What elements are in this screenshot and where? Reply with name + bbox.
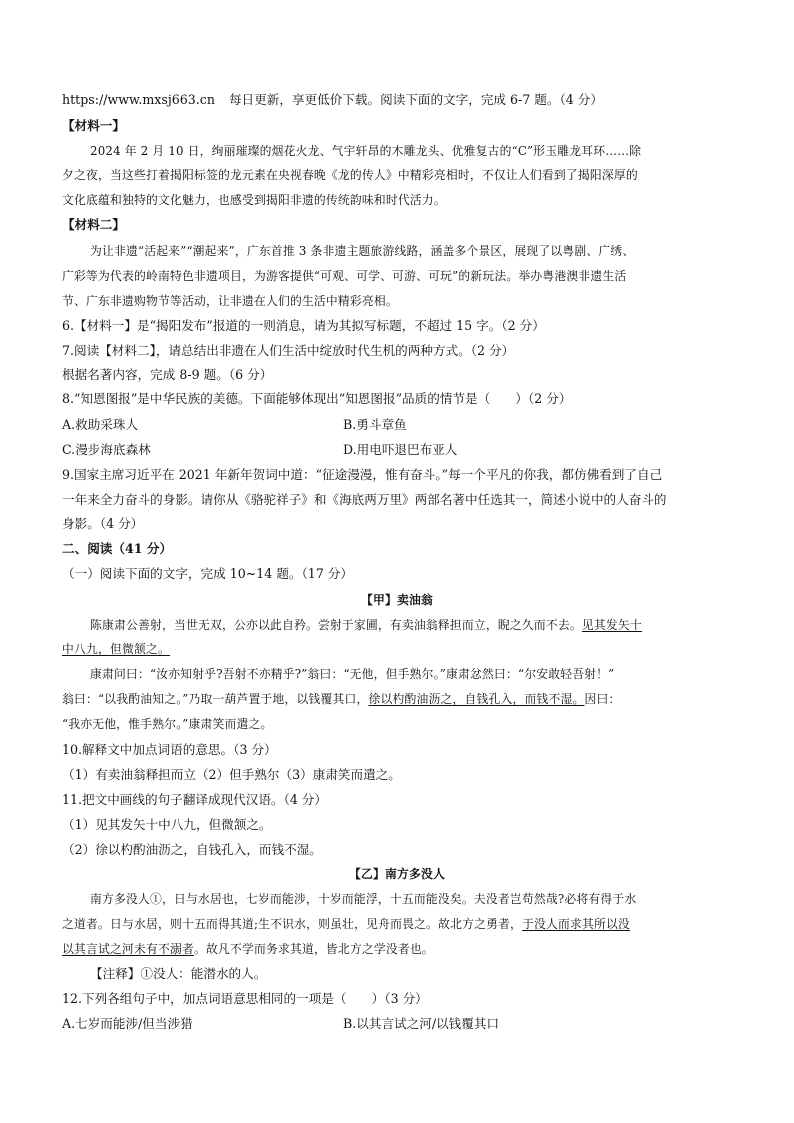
passage-b-line-3 xyxy=(62,941,434,957)
option-d: D.用电吓退巴布亚人 xyxy=(343,442,458,457)
passage-b-note: 【注释】①没人：能潜水的人。 xyxy=(90,966,267,981)
intro-8-9: 根据名著内容，完成 8-9 题。（6 分） xyxy=(62,367,273,382)
material2-line-2: 广彩等为代表的岭南特色非遗项目，为游客提供“可观、可学、可游、可玩”的新玩法。举办粤港澳非遗生活 xyxy=(62,269,627,283)
question-11-item-1: （1）见其发矢十中八九，但微颔之。 xyxy=(62,817,272,832)
option-b: B.以其言试之河/以钱覆其口 xyxy=(343,1016,500,1031)
question-10-items: （1）有卖油翁释担而立（2）但手熟尔（3）康肃笑而遣之。 xyxy=(62,767,401,782)
material2-line-1: 为让非遗“活起来”“潮起来”，广东首推 3 条非遗主题旅游线路，涵盖多个景区，展现了以粤剧、广绣、 xyxy=(90,244,635,258)
passage-b-line-1: 南方多没人①，日与水居也，七岁而能涉，十岁而能浮，十五而能没矣。夫没者岂苟然哉?必将有得于水 xyxy=(90,892,637,906)
question-11-item-2: （2）徐以杓酌油沥之，自钱孔入，而钱不湿。 xyxy=(62,842,322,857)
material2-label: 【材料二】 xyxy=(62,217,125,232)
passage-b-title: 【乙】南方多没人 xyxy=(349,867,445,881)
underlined-sentence: 见其发矢十 xyxy=(581,618,642,632)
question-6: 6.【材料一】是“揭阳发布”报道的一则消息，请为其拟写标题，不超过 15 字。（2 分） xyxy=(62,318,545,333)
material1-line-1: 2024 年 2 月 10 日，绚丽璀璨的烟花火龙、气宇轩昂的木雕龙头、优雅复古的“C”形玉雕龙耳环……除 xyxy=(90,144,642,158)
underlined-sentence: 于没人而求其所以没 xyxy=(522,917,631,931)
passage-a-text: 陈康肃公善射，当世无双，公亦以此自矜。尝射于家圃，有卖油翁释担而立，睨之久而不去。 xyxy=(90,618,582,632)
passage-a-text: 因曰： xyxy=(584,692,621,706)
passage-a-line-3: 康肃问曰：“汝亦知射乎?吾射不亦精乎?”翁曰：“无他，但手熟尔。”康肃忿然曰：“尔安敢轻吾射！” xyxy=(90,667,615,681)
material1-line-2: 夕之夜，当这些打着揭阳标签的龙元素在央视春晚《龙的传人》中精彩亮相时，不仅让人们看到了揭阳深厚的 xyxy=(62,168,638,182)
passage-b-text: 。故凡不学而务求其道，皆北方之学没者也。 xyxy=(193,942,434,956)
passage-a-line-2 xyxy=(62,641,170,657)
material1-line-3: 文化底蕴和独特的文化魅力，也感受到揭阳非遗的传统韵味和时代活力。 xyxy=(62,193,446,207)
question-12-stem: 12.下列各组句子中，加点词语意思相同的一项是（ ）（3 分） xyxy=(62,991,428,1006)
question-8-options-row-2 xyxy=(62,442,722,458)
passage-a-line-1 xyxy=(90,617,642,633)
option-a: A.七岁而能涉/但当涉猎 xyxy=(62,1016,193,1031)
question-7: 7.阅读【材料二】，请总结出非遗在人们生活中绽放时代生机的两种方式。（2 分） xyxy=(62,343,515,358)
passage-a-line-5: “我亦无他，惟手熟尔。”康肃笑而遣之。 xyxy=(62,717,273,731)
header-line xyxy=(62,92,603,108)
question-9-line-1: 9.国家主席习近平在 2021 年新年贺词中道：“征途漫漫，惟有奋斗。”每一个平凡的你我，都仿佛看到了自己 xyxy=(62,467,663,482)
section-2-sub-1: （一）阅读下面的文字，完成 10~14 题。（17 分） xyxy=(62,566,354,581)
material1-label: 【材料一】 xyxy=(62,118,125,133)
underlined-sentence: 以其言试之河未有不溺者 xyxy=(62,942,194,956)
underlined-sentence: 徐以杓酌油沥之，自钱孔入，而钱不湿。 xyxy=(368,692,585,706)
passage-a-title: 【甲】卖油翁 xyxy=(361,593,433,607)
passage-b-text: 之道者。日与水居，则十五而得其道;生不识水，则虽壮，见舟而畏之。故北方之勇者， xyxy=(62,917,523,931)
question-9-line-3: 身影。（4 分） xyxy=(62,516,144,531)
question-9-line-2: 一年来全力奋斗的身影。请你从《骆驼祥子》和《海底两万里》两部名著中任选其一，简述小说中的人奋斗的 xyxy=(62,492,667,507)
option-a: A.救助采珠人 xyxy=(62,417,139,432)
question-11-stem: 11.把文中画线的句子翻译成现代汉语。（4 分） xyxy=(62,792,328,807)
question-10-stem: 10.解释文中加点词语的意思。（3 分） xyxy=(62,742,277,757)
header-text: 每日更新，享更低价下载。阅读下面的文字，完成 6-7 题。（4 分） xyxy=(228,92,603,107)
source-url[interactable]: https://www.mxsj663.cn xyxy=(62,92,215,107)
question-12-options xyxy=(62,1016,722,1032)
option-c: C.漫步海底森林 xyxy=(62,442,151,457)
question-8-options-row-1 xyxy=(62,417,722,433)
passage-a-text: 翁曰：“以我酌油知之。”乃取一葫芦置于地，以钱覆其口， xyxy=(62,692,369,706)
question-8-stem: 8.“知恩图报”是中华民族的美德。下面能够体现出“知恩图报”品质的情节是（ ）（2 分） xyxy=(62,391,572,406)
underlined-sentence: 中八九，但微颔之。 xyxy=(62,642,170,656)
passage-a-line-4 xyxy=(62,691,620,707)
option-b: B.勇斗章鱼 xyxy=(343,417,407,432)
passage-b-line-2 xyxy=(62,916,630,932)
material2-line-3: 节、广东非遗购物节等活动，让非遗在人们的生活中精彩亮相。 xyxy=(62,294,398,308)
section-2-title: 二、阅读（41 分） xyxy=(62,541,173,556)
